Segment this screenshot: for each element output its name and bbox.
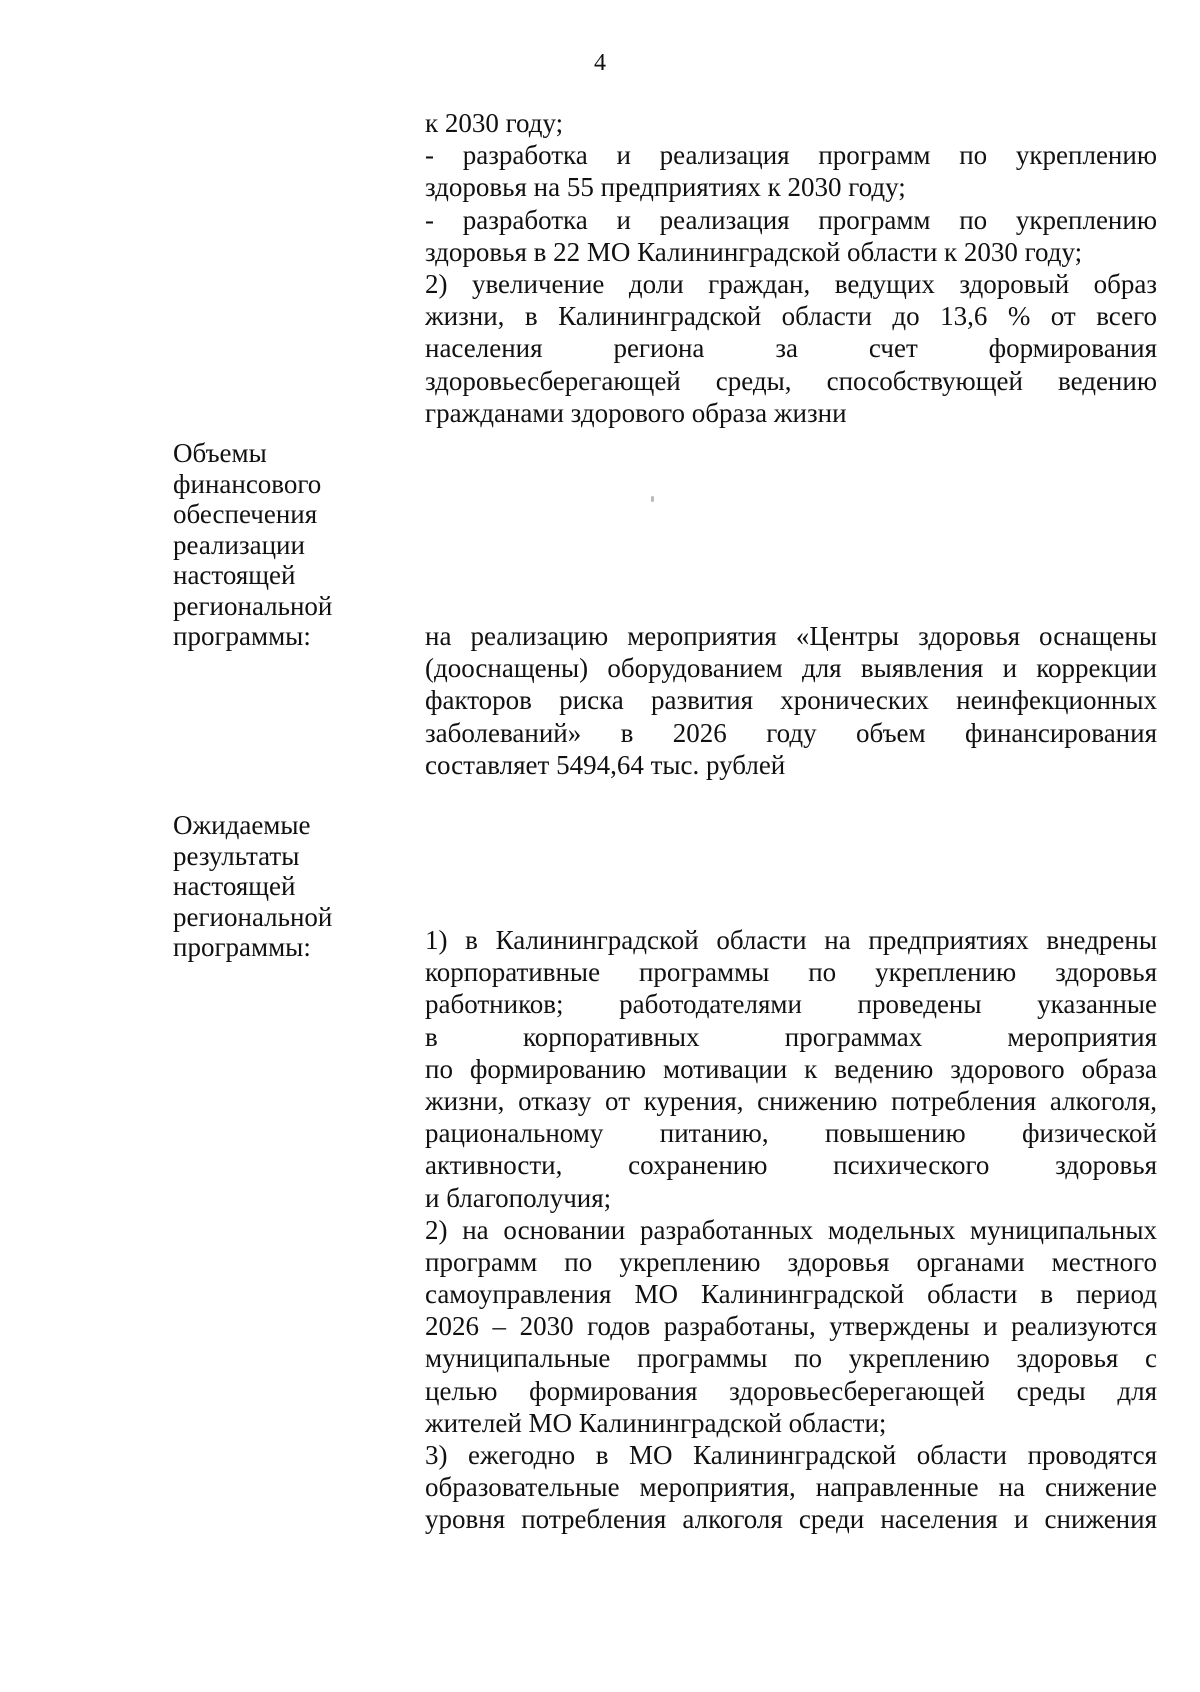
text-line: жизни, отказу от курения, снижению потребления алкоголя, (425, 1085, 1157, 1116)
text-line: муниципальные программы по укреплению здоровья с (425, 1343, 1157, 1374)
label-line: настоящей (173, 560, 296, 590)
text-line: в корпоративных программах мероприятия (425, 1021, 1157, 1052)
text-line: 2) на основании разработанных модельных муниципальных (425, 1214, 1157, 1245)
label-line: Ожидаемые (173, 810, 311, 840)
text-line: по формированию мотивации к ведению здорового образа (425, 1053, 1157, 1084)
text-line: 1) в Калининградской области на предприятиях внедрены (425, 925, 1157, 955)
text-line: рациональному питанию, повышению физической (425, 1118, 1157, 1149)
text-line: жителей МО Калининградской области; (425, 1407, 887, 1438)
label-line: финансового (173, 468, 322, 499)
label-line: Объемы (173, 438, 267, 468)
text-line: здоровья на 55 предприятиях к 2030 году; (425, 172, 906, 203)
text-line: образовательные мероприятия, направленные на снижение (425, 1472, 1157, 1503)
text-line: работников; работодателями проведены указанные (425, 989, 1157, 1020)
label-line: реализации (173, 529, 305, 560)
text-line: населения региона за счет формирования (425, 333, 1157, 364)
text-line: здоровьесберегающей среды, способствующей ведению (425, 365, 1157, 396)
label-line: обеспечения (173, 499, 318, 529)
text-line: - разработка и реализация программ по укреплению (425, 204, 1157, 235)
financing-label (173, 438, 413, 652)
label-line: региональной (173, 590, 333, 621)
financing-value (425, 620, 1157, 781)
label-line: региональной (173, 901, 333, 932)
text-line: факторов риска развития хронических неинфекционных (425, 685, 1157, 716)
label-line: настоящей (173, 871, 296, 901)
page-number: 4 (594, 50, 606, 76)
text-line: активности, сохранению психического здоровья (425, 1150, 1157, 1181)
text-line: программ по укреплению здоровья органами местного (425, 1246, 1157, 1277)
text-line: уровня потребления алкоголя среди населения и снижения (425, 1504, 1157, 1535)
label-line: результаты (173, 840, 300, 871)
text-line: гражданами здорового образа жизни (425, 397, 847, 428)
text-line: самоуправления МО Калининградской области в период (425, 1279, 1157, 1310)
text-line: составляет 5494,64 тыс. рублей (425, 749, 786, 780)
text-line: заболеваний» в 2026 году объем финансирования (425, 717, 1157, 748)
text-line: и благополучия; (425, 1182, 612, 1213)
label-line: программы: (173, 932, 311, 962)
text-line: 3) ежегодно в МО Калининградской области проводятся (425, 1440, 1157, 1470)
text-line: целью формирования здоровьесберегающей среды для (425, 1375, 1157, 1406)
text-line: 2) увеличение доли граждан, ведущих здоровый образ (425, 268, 1157, 299)
text-line: к 2030 году; (425, 108, 564, 138)
text-line: на реализацию мероприятия «Центры здоровья оснащены (425, 621, 1157, 651)
results-value (425, 924, 1157, 1536)
text-line: корпоративные программы по укреплению здоровья (425, 957, 1157, 988)
text-line: (дооснащены) оборудованием для выявления и коррекции (425, 653, 1157, 684)
scan-speck (651, 496, 654, 502)
text-line: здоровья в 22 МО Калининградской области к 2030 году; (425, 236, 1083, 267)
text-line: 2026 – 2030 годов разработаны, утверждены и реализуются (425, 1311, 1157, 1342)
goals-continuation (425, 107, 1157, 429)
label-line: программы: (173, 621, 311, 651)
text-line: - разработка и реализация программ по укреплению (425, 140, 1157, 171)
results-label (173, 810, 413, 963)
text-line: жизни, в Калининградской области до 13,6 % от всего (425, 301, 1157, 332)
